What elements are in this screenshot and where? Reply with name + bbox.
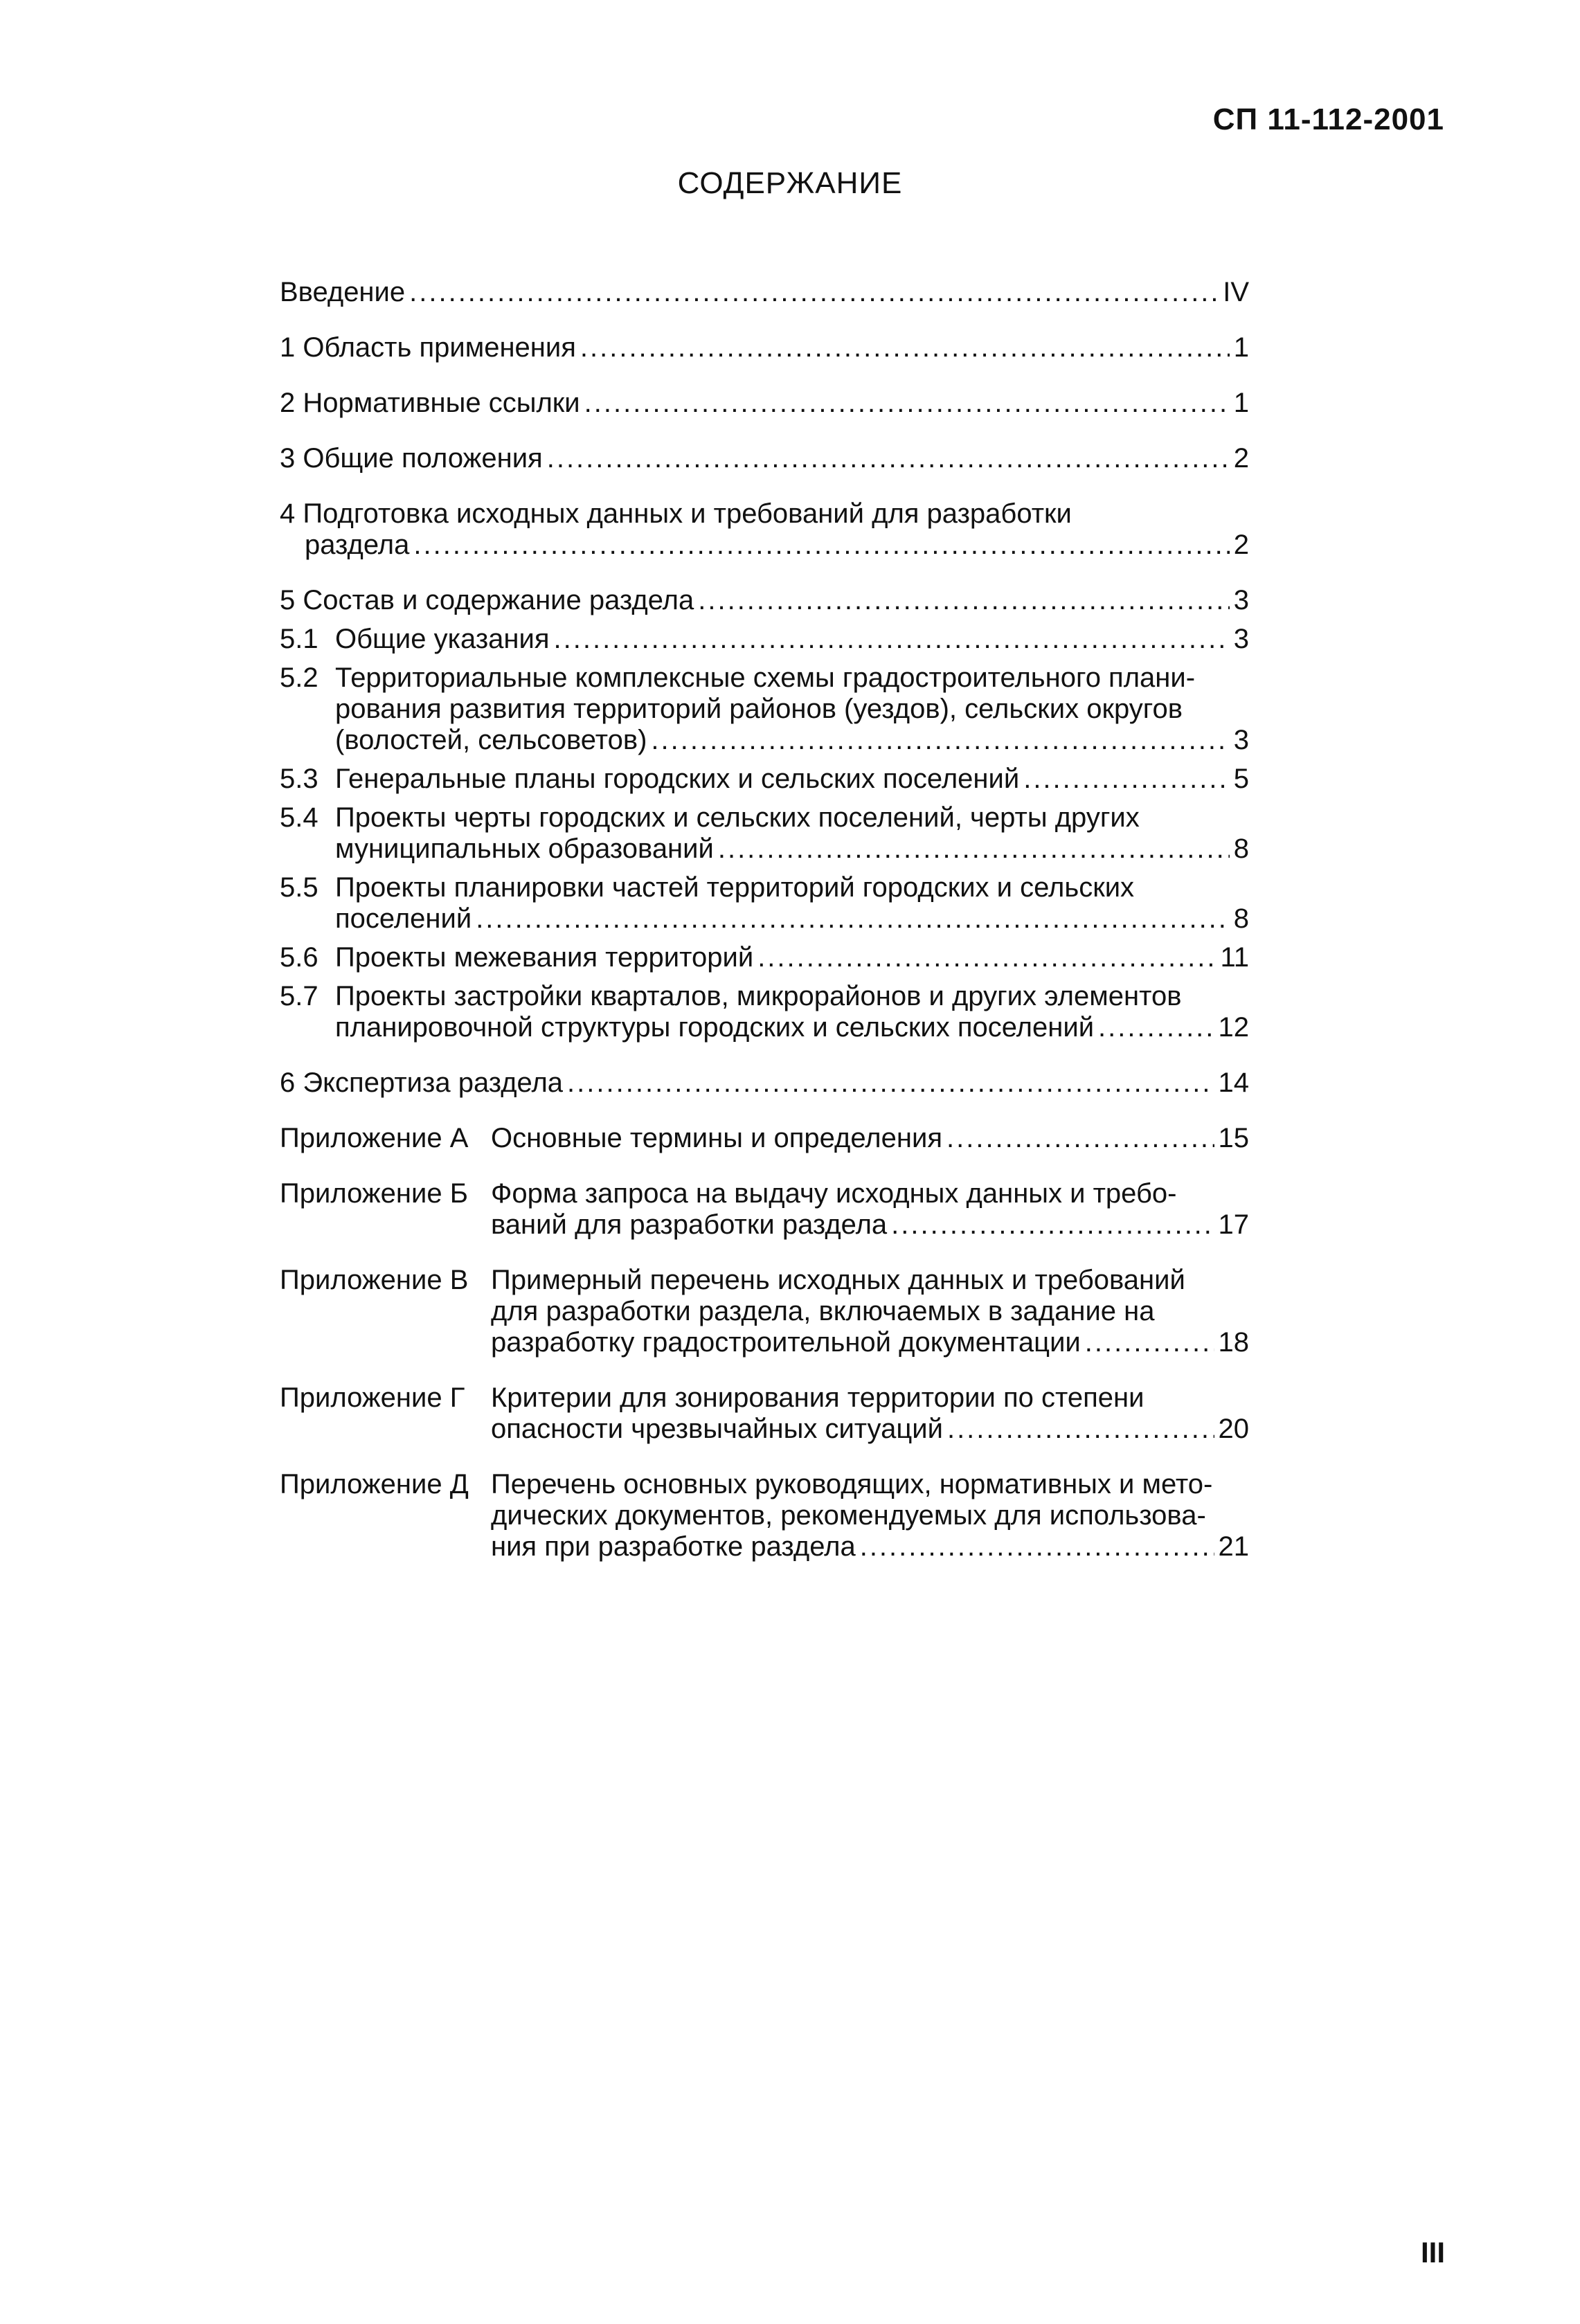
toc-entry	[280, 1123, 1249, 1154]
toc-page-number: 3	[1233, 585, 1249, 615]
toc-entry-text: Перечень основных руководящих, нормативных и мето-	[491, 1469, 1213, 1499]
toc-entry	[280, 1178, 1249, 1241]
toc-entry-body	[335, 981, 1249, 1043]
toc-dot-leader	[584, 388, 1230, 419]
toc-entry-text: муниципальных образований	[335, 834, 714, 864]
toc-entry-number: 5.3	[280, 764, 318, 794]
toc-entry-line	[491, 1500, 1249, 1531]
toc-entry-text: 1 Область применения	[280, 332, 576, 363]
toc-entry	[280, 1382, 1249, 1445]
toc-entry-text: поселений	[335, 903, 472, 934]
toc-entry-line	[491, 1209, 1249, 1241]
toc-entry-text: 4 Подготовка исходных данных и требований для разработки	[280, 498, 1072, 529]
toc-dot-leader	[547, 443, 1230, 474]
toc-entry-text: планировочной структуры городских и сельских поселений	[335, 1012, 1095, 1043]
toc-page-number: 3	[1233, 624, 1249, 654]
toc-entry-text: Проекты межевания территорий	[335, 942, 754, 973]
toc-entry	[280, 872, 1249, 935]
toc-appendix-label: Приложение В	[280, 1265, 469, 1295]
toc-dot-leader	[554, 624, 1230, 655]
toc-entry-line	[335, 624, 1249, 655]
toc-entry-number: 5.5	[280, 872, 318, 903]
toc-dot-leader	[946, 1123, 1214, 1154]
toc-entry-number: 5.2	[280, 663, 318, 693]
toc-entry-line	[491, 1531, 1249, 1562]
toc-entry-body	[280, 332, 1249, 363]
toc-entry-body	[335, 663, 1249, 756]
toc-entry-text: Введение	[280, 277, 406, 307]
toc-entry-text: 6 Экспертиза раздела	[280, 1068, 564, 1098]
toc-page-number: 5	[1233, 764, 1249, 794]
toc-entry-text: Проекты черты городских и сельских поселений, черты других	[335, 802, 1140, 833]
toc-entry	[280, 764, 1249, 795]
toc-entry-body	[280, 498, 1249, 561]
toc-entry-body	[491, 1382, 1249, 1445]
toc-entry-text: рования развития территорий районов (уездов), сельских округов	[335, 694, 1183, 724]
toc-entry-line	[491, 1327, 1249, 1358]
toc-entry	[280, 443, 1249, 474]
toc-entry-text: (волостей, сельсоветов)	[335, 725, 647, 755]
toc-entry-line	[491, 1382, 1249, 1414]
toc-entry-body	[491, 1469, 1249, 1562]
toc-entry-line	[280, 388, 1249, 419]
toc-dot-leader	[476, 903, 1230, 935]
toc-dot-leader	[651, 725, 1229, 756]
toc-entry-body	[280, 1068, 1249, 1099]
toc-page-number: IV	[1223, 277, 1249, 307]
toc-dot-leader	[1085, 1327, 1214, 1358]
toc-dot-leader	[413, 530, 1229, 561]
toc-entry-line	[335, 834, 1249, 865]
toc-entry-line	[335, 663, 1249, 694]
toc-page-number: 1	[1233, 332, 1249, 363]
toc-entry-line	[335, 942, 1249, 973]
toc-entry-line	[280, 498, 1249, 530]
toc-entry-text: 3 Общие положения	[280, 443, 543, 474]
toc-entry-line	[335, 903, 1249, 935]
toc-page-number: 20	[1218, 1414, 1249, 1444]
toc-appendix-label: Приложение Д	[280, 1469, 469, 1499]
toc-page-number: 12	[1218, 1012, 1249, 1043]
toc-page-number: 8	[1233, 903, 1249, 934]
toc-page-number: 17	[1218, 1209, 1249, 1240]
toc-page-number: 21	[1218, 1531, 1249, 1562]
toc-entry-line	[335, 1012, 1249, 1043]
toc-entry-line	[491, 1178, 1249, 1209]
toc-entry-body	[280, 388, 1249, 419]
toc-entry-text: Проекты планировки частей территорий городских и сельских	[335, 872, 1135, 903]
document-code: СП 11-112-2001	[1212, 102, 1444, 136]
toc-entry-body	[280, 443, 1249, 474]
toc-entry-text: Территориальные комплексные схемы градостроительного плани-	[335, 663, 1196, 693]
toc-entry-line	[280, 332, 1249, 363]
toc-entry-number: 5.1	[280, 624, 318, 654]
toc-entry-text: дических документов, рекомендуемых для использова-	[491, 1500, 1206, 1531]
toc-entry-line	[280, 277, 1249, 308]
toc-entry-body	[335, 764, 1249, 795]
toc-entry	[280, 498, 1249, 561]
toc-entry	[280, 1068, 1249, 1099]
toc-page-number: 15	[1218, 1123, 1249, 1153]
toc-dot-leader	[860, 1531, 1214, 1562]
toc-entry-text: Основные термины и определения	[491, 1123, 942, 1153]
toc-entry-body	[335, 872, 1249, 935]
toc-entry-line	[280, 530, 1249, 561]
toc-appendix-label: Приложение Б	[280, 1178, 468, 1209]
toc-entry-line	[491, 1469, 1249, 1500]
toc-dot-leader	[947, 1414, 1214, 1445]
toc-appendix-label: Приложение Г	[280, 1382, 465, 1413]
toc-entry-line	[491, 1123, 1249, 1154]
page-number: III	[1421, 2236, 1446, 2269]
toc-page-number: 8	[1233, 834, 1249, 864]
toc-entry-number: 5.4	[280, 802, 318, 833]
table-of-contents	[280, 277, 1249, 1562]
toc-entry-body	[280, 277, 1249, 308]
toc-appendix-label: Приложение А	[280, 1123, 469, 1153]
toc-entry-body	[335, 624, 1249, 655]
toc-dot-leader	[567, 1068, 1214, 1099]
toc-entry-text: Проекты застройки кварталов, микрорайонов и других элементов	[335, 981, 1182, 1011]
toc-page-number: 18	[1218, 1327, 1249, 1358]
toc-dot-leader	[580, 332, 1230, 363]
toc-entry-body	[491, 1178, 1249, 1241]
toc-entry	[280, 1469, 1249, 1562]
toc-page-number: 1	[1233, 388, 1249, 418]
toc-dot-leader	[891, 1209, 1214, 1241]
toc-entry	[280, 802, 1249, 865]
toc-entry-number: 5.6	[280, 942, 318, 973]
toc-entry	[280, 624, 1249, 655]
toc-entry	[280, 942, 1249, 973]
toc-entry-line	[335, 802, 1249, 834]
toc-entry	[280, 981, 1249, 1043]
toc-entry-body	[280, 585, 1249, 616]
toc-entry-text: Форма запроса на выдачу исходных данных и требо-	[491, 1178, 1177, 1209]
toc-entry-text: ния при разработке раздела	[491, 1531, 856, 1562]
toc-entry-line	[491, 1265, 1249, 1296]
toc-page-number: 2	[1233, 530, 1249, 560]
toc-entry-text: Критерии для зонирования территории по степени	[491, 1382, 1144, 1413]
toc-entry	[280, 1265, 1249, 1358]
toc-entry-line	[335, 694, 1249, 725]
toc-entry-line	[491, 1296, 1249, 1327]
toc-entry-text: разработку градостроительной документации	[491, 1327, 1081, 1358]
toc-entry-body	[335, 942, 1249, 973]
toc-entry	[280, 277, 1249, 308]
toc-dot-leader	[1023, 764, 1230, 795]
toc-dot-leader	[409, 277, 1219, 308]
toc-page-number: 11	[1220, 942, 1249, 973]
toc-entry	[280, 388, 1249, 419]
toc-entry-text: для разработки раздела, включаемых в задание на	[491, 1296, 1155, 1326]
toc-entry-line	[335, 981, 1249, 1012]
toc-entry-body	[335, 802, 1249, 865]
toc-entry-line	[280, 443, 1249, 474]
toc-entry-text: ваний для разработки раздела	[491, 1209, 888, 1240]
toc-entry	[280, 332, 1249, 363]
toc-page-number: 14	[1218, 1068, 1249, 1098]
toc-entry-line	[280, 1068, 1249, 1099]
toc-title: СОДЕРЖАНИЕ	[677, 166, 903, 200]
toc-entry-text: 5 Состав и содержание раздела	[280, 585, 694, 615]
toc-entry-body	[491, 1265, 1249, 1358]
toc-entry-text: Общие указания	[335, 624, 550, 654]
toc-entry-body	[491, 1123, 1249, 1154]
toc-entry-line	[335, 725, 1249, 756]
toc-dot-leader	[1098, 1012, 1214, 1043]
toc-entry-text: Генеральные планы городских и сельских поселений	[335, 764, 1020, 794]
toc-entry-text: Примерный перечень исходных данных и требований	[491, 1265, 1185, 1295]
toc-entry-line	[280, 585, 1249, 616]
toc-dot-leader	[698, 585, 1230, 616]
toc-entry-text: опасности чрезвычайных ситуаций	[491, 1414, 943, 1444]
toc-entry	[280, 663, 1249, 756]
toc-entry	[280, 585, 1249, 616]
toc-page-number: 3	[1233, 725, 1249, 755]
toc-dot-leader	[718, 834, 1230, 865]
toc-page-number: 2	[1233, 443, 1249, 474]
toc-dot-leader	[757, 942, 1216, 973]
toc-entry-line	[335, 872, 1249, 903]
toc-entry-line	[335, 764, 1249, 795]
toc-entry-line	[491, 1414, 1249, 1445]
toc-entry-text: 2 Нормативные ссылки	[280, 388, 580, 418]
toc-entry-number: 5.7	[280, 981, 318, 1011]
toc-entry-text: раздела	[305, 530, 410, 560]
